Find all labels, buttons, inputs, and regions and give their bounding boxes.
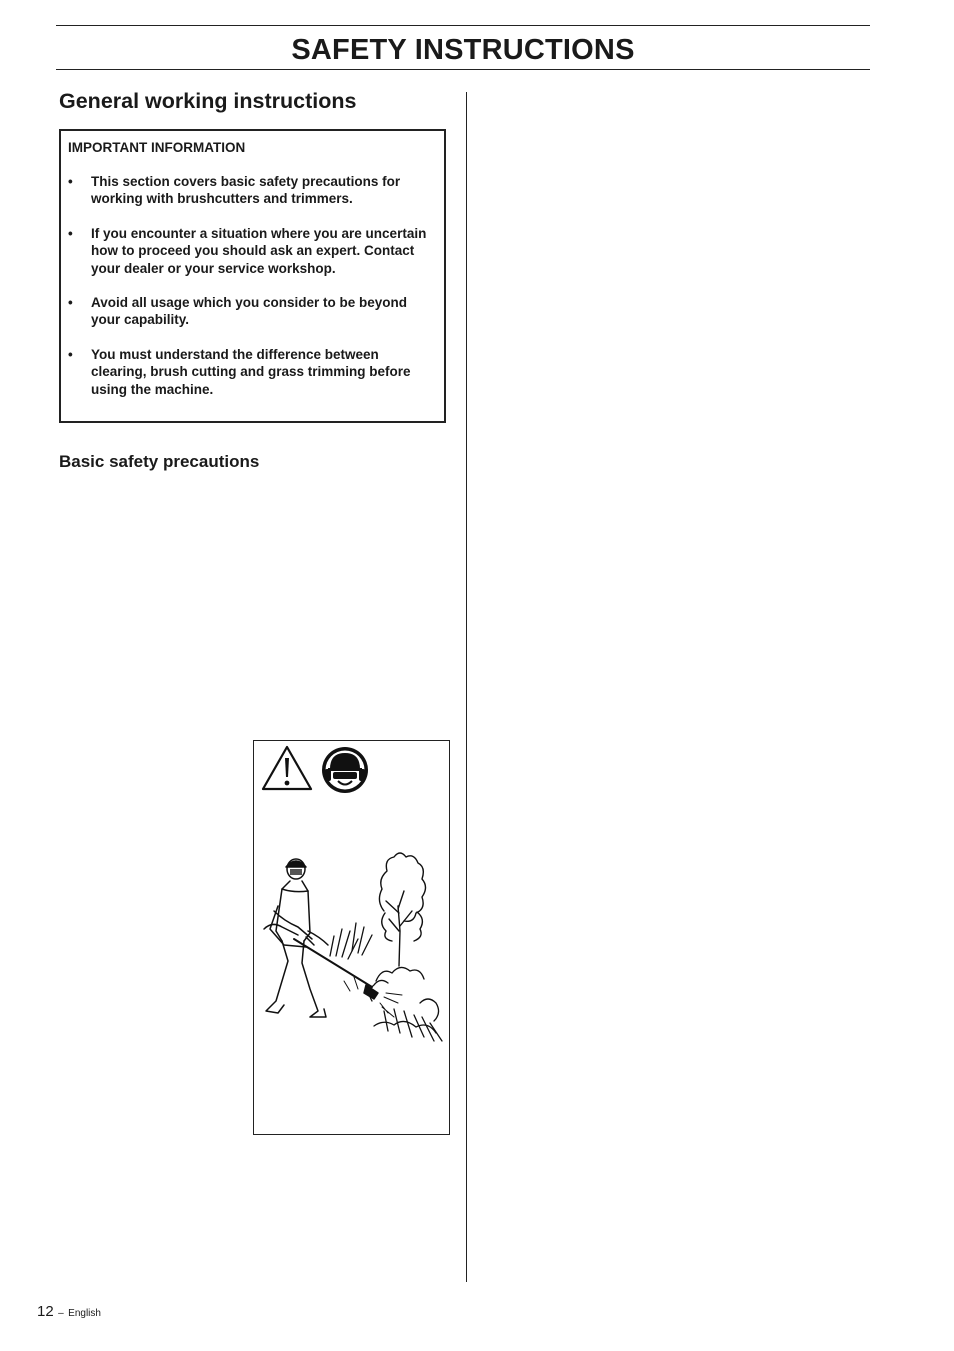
footer-language: English — [68, 1308, 101, 1319]
warning-triangle-icon — [263, 747, 311, 789]
list-item-text: If you encounter a situation where you are uncertain how to proceed you should ask an expert. Contact your dealer or your service workshop. — [91, 225, 427, 276]
page-footer — [37, 1302, 101, 1324]
list-item — [68, 346, 434, 398]
section-heading: General working instructions — [59, 89, 357, 113]
safety-illustration — [253, 740, 450, 1135]
important-information-box — [59, 129, 446, 423]
subsection-heading: Basic safety precautions — [59, 452, 260, 471]
bullet: • — [68, 346, 73, 362]
list-item-text: Avoid all usage which you consider to be beyond your capability. — [91, 295, 408, 328]
footer-separator: – — [58, 1308, 64, 1319]
list-item-text: This section covers basic safety precautions for working with brushcutters and trimmers. — [91, 174, 401, 207]
bullet: • — [68, 174, 73, 189]
safety-illustration-drawing — [254, 741, 451, 1136]
page-title: SAFETY INSTRUCTIONS — [291, 34, 635, 66]
page-number: 12 — [37, 1303, 54, 1320]
protective-equipment-icon — [322, 747, 368, 793]
list-item-text: You must understand the difference between clearing, brush cutting and grass trimming before using the machine. — [91, 346, 411, 397]
bullet: • — [68, 295, 73, 311]
brush-drawing — [330, 923, 442, 1041]
header-rule-top — [56, 25, 870, 26]
important-information-list — [68, 173, 434, 398]
bullet: • — [68, 225, 73, 241]
list-item — [68, 225, 434, 277]
column-divider — [466, 92, 467, 1282]
tree-drawing — [379, 853, 425, 966]
important-information-heading: IMPORTANT INFORMATION — [68, 140, 246, 155]
list-item — [68, 173, 434, 208]
list-item — [68, 294, 434, 329]
header-rule-bottom — [56, 69, 870, 70]
